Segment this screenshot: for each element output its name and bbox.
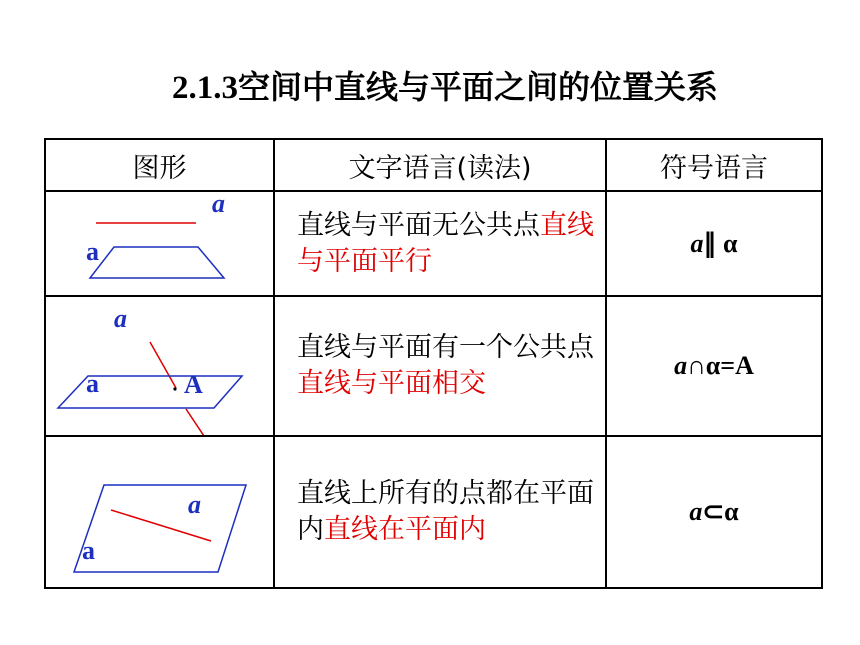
line-label: a bbox=[212, 192, 225, 218]
relation-name: 直线与平面相交 bbox=[297, 368, 486, 399]
table-row bbox=[45, 296, 822, 436]
line-a-lower bbox=[186, 409, 206, 435]
table-row bbox=[45, 191, 822, 296]
header-figure: 图形 bbox=[45, 139, 274, 191]
figure-contained bbox=[45, 436, 274, 588]
description-intersect bbox=[274, 296, 606, 436]
symbol-notation: ⊂α bbox=[702, 497, 739, 526]
header-symbol-language: 符号语言 bbox=[606, 139, 822, 191]
point-label: A bbox=[184, 370, 203, 399]
symbol-notation: ∩α=A bbox=[687, 351, 754, 380]
plane-label: a bbox=[86, 237, 99, 266]
header-row bbox=[45, 139, 822, 191]
parallel-diagram bbox=[46, 192, 273, 295]
description-contained bbox=[274, 436, 606, 588]
plane-alpha bbox=[90, 247, 224, 278]
symbol-variable: a bbox=[689, 497, 703, 526]
page-title bbox=[95, 62, 795, 108]
table-row bbox=[45, 436, 822, 588]
line-label: a bbox=[188, 490, 201, 519]
plane-label: a bbox=[86, 369, 99, 398]
plane-label: a bbox=[82, 536, 95, 565]
relation-table bbox=[44, 138, 823, 589]
line-label: a bbox=[114, 304, 127, 333]
description-parallel bbox=[274, 191, 606, 296]
contained-diagram bbox=[46, 437, 273, 587]
relation-name: 直线与平面平行 bbox=[297, 209, 594, 277]
description-text: 直线与平面有一个公共点 bbox=[297, 332, 594, 363]
description-text: 直线与平面无公共点 bbox=[297, 209, 540, 241]
point-A bbox=[173, 387, 176, 390]
description-text: 直线上所有的点都在平面内 bbox=[297, 478, 594, 545]
symbol-notation: ∥ α bbox=[703, 228, 738, 258]
title-text: 空间中直线与平面之间的位置关系 bbox=[237, 68, 718, 106]
symbol-variable: a bbox=[674, 351, 688, 380]
symbol-variable: a bbox=[690, 228, 704, 258]
symbol-parallel bbox=[606, 191, 822, 296]
header-text-language: 文字语言(读法) bbox=[274, 139, 606, 191]
figure-parallel bbox=[45, 191, 274, 296]
symbol-contained bbox=[606, 436, 822, 588]
relation-name: 直线在平面内 bbox=[324, 514, 486, 545]
symbol-intersect bbox=[606, 296, 822, 436]
plane-alpha bbox=[74, 485, 246, 572]
line-a-upper bbox=[150, 342, 176, 388]
figure-intersect bbox=[45, 296, 274, 436]
intersect-diagram bbox=[46, 297, 273, 435]
title-number: 2.1.3 bbox=[171, 70, 238, 106]
